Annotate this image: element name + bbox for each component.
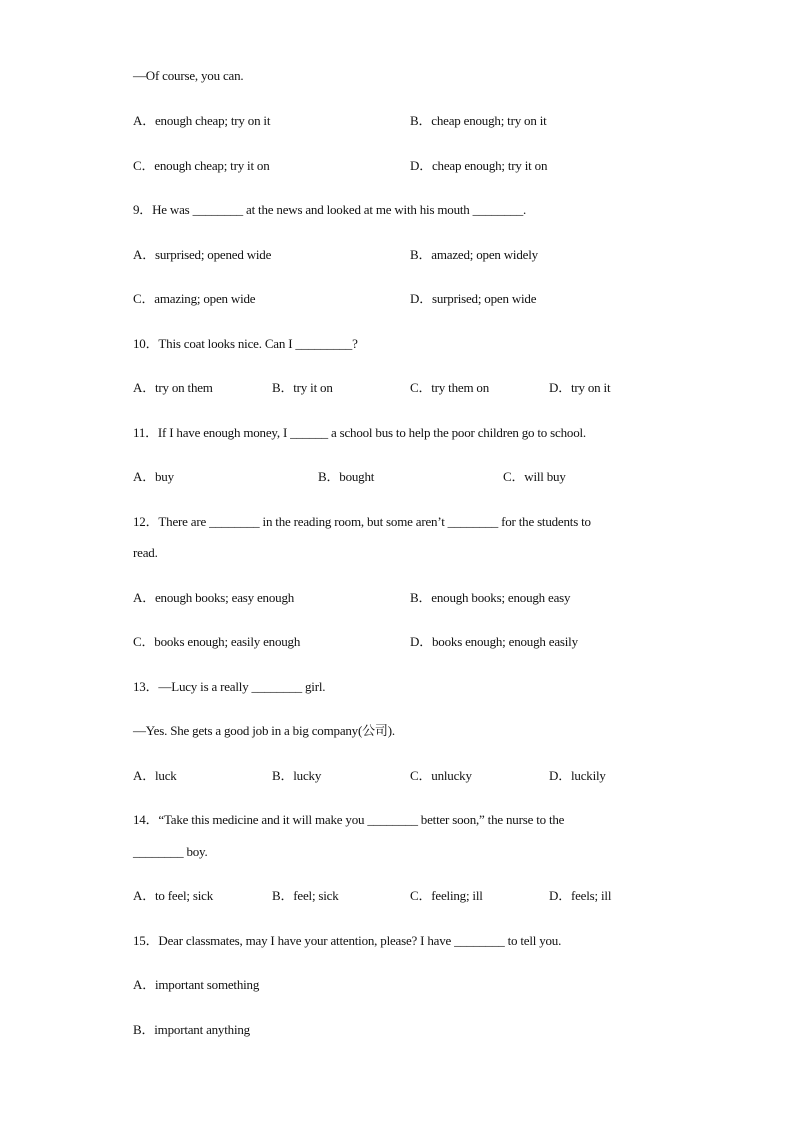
q14-stem-line-2: ________ boy. — [133, 844, 208, 859]
q9-stem: 9．He was ________ at the news and looked at me with his mouth ________. — [133, 202, 527, 217]
q13-option-b: B．lucky — [272, 768, 322, 783]
q8-option-b: B．cheap enough; try on it — [410, 113, 547, 128]
q15-option-a: A．important something — [133, 977, 260, 992]
q12-option-a: A．enough books; easy enough — [133, 590, 295, 605]
q13-option-a: A．luck — [133, 768, 177, 783]
q10-option-d: D．try on it — [549, 380, 611, 395]
q11-stem: 11．If I have enough money, I ______ a school bus to help the poor children go to school. — [133, 425, 586, 440]
q11-option-a: A．buy — [133, 469, 174, 484]
q8-option-a: A．enough cheap; try on it — [133, 113, 271, 128]
q15-stem: 15．Dear classmates, may I have your attention, please? I have ________ to tell you. — [133, 933, 562, 948]
q8-option-c: C．enough cheap; try it on — [133, 158, 270, 173]
q14-option-c: C．feeling; ill — [410, 888, 483, 903]
q12-stem-line-2: read. — [133, 545, 158, 560]
q14-stem-line-1: 14．“Take this medicine and it will make you ________ better soon,” the nurse to the — [133, 812, 565, 827]
q11-option-b: B．bought — [318, 469, 375, 484]
q13-option-d: D．luckily — [549, 768, 606, 783]
q14-option-a: A．to feel; sick — [133, 888, 214, 903]
q14-option-b: B．feel; sick — [272, 888, 339, 903]
q8-answer-line: —Of course, you can. — [133, 68, 244, 83]
q8-option-d: D．cheap enough; try it on — [410, 158, 548, 173]
q13-stem: 13．—Lucy is a really ________ girl. — [133, 679, 326, 694]
q13-option-c: C．unlucky — [410, 768, 472, 783]
q9-option-d: D．surprised; open wide — [410, 291, 537, 306]
q12-option-c: C．books enough; easily enough — [133, 634, 301, 649]
q13-reply: —Yes. She gets a good job in a big company(公司). — [133, 723, 395, 738]
q15-option-b: B．important anything — [133, 1022, 250, 1037]
q9-option-b: B．amazed; open widely — [410, 247, 538, 262]
q10-option-c: C．try them on — [410, 380, 490, 395]
q10-stem: 10．This coat looks nice. Can I _________? — [133, 336, 358, 351]
q11-option-c: C．will buy — [503, 469, 566, 484]
q12-stem-line-1: 12．There are ________ in the reading room, but some aren’t ________ for the students to — [133, 514, 591, 529]
q12-option-b: B．enough books; enough easy — [410, 590, 571, 605]
q9-option-a: A．surprised; opened wide — [133, 247, 272, 262]
q10-option-b: B．try it on — [272, 380, 333, 395]
q9-option-c: C．amazing; open wide — [133, 291, 256, 306]
q14-option-d: D．feels; ill — [549, 888, 612, 903]
q10-option-a: A．try on them — [133, 380, 213, 395]
q12-option-d: D．books enough; enough easily — [410, 634, 578, 649]
